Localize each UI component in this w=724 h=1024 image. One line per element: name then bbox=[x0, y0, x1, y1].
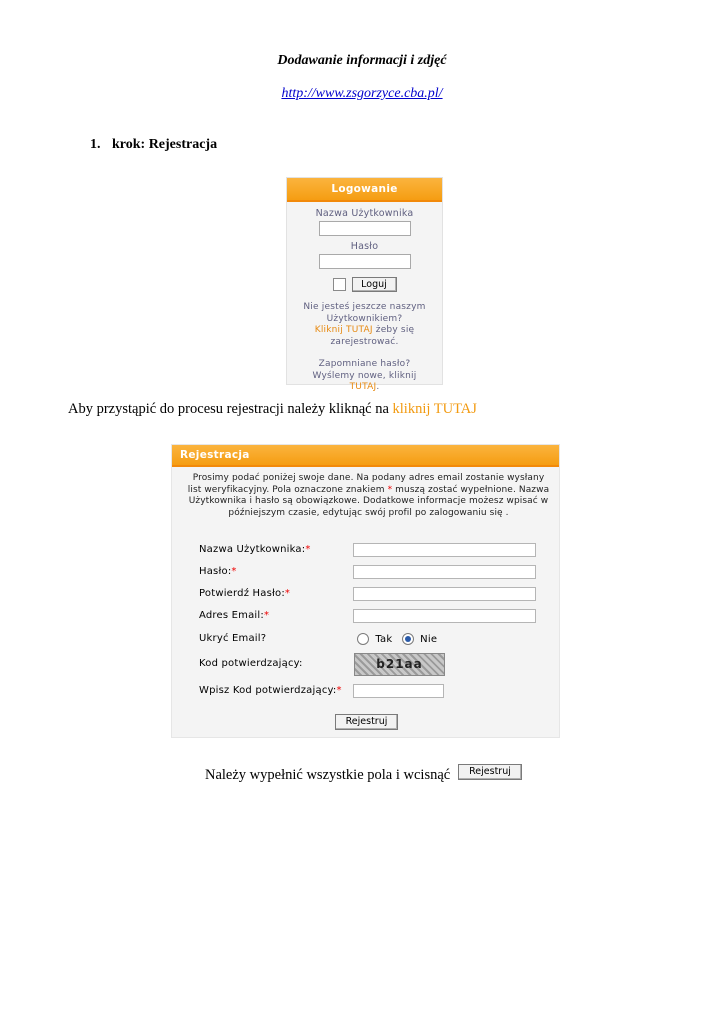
instruction-2-text: Należy wypełnić wszystkie pola i wcisnąć bbox=[205, 767, 451, 783]
username-field-label bbox=[199, 544, 311, 555]
login-button[interactable]: Loguj bbox=[352, 277, 397, 292]
not-user-line1: Nie jesteś jeszcze naszym bbox=[303, 302, 426, 312]
enter-code-field-label bbox=[199, 685, 342, 696]
required-mark: * bbox=[263, 610, 270, 621]
intro-star: * bbox=[387, 484, 393, 495]
required-mark: * bbox=[284, 588, 291, 599]
code-label: Kod potwierdzający: bbox=[199, 658, 303, 669]
email-input[interactable] bbox=[353, 609, 536, 623]
hide-email-options bbox=[357, 633, 437, 645]
password-input[interactable] bbox=[353, 565, 536, 579]
login-username-input[interactable] bbox=[319, 221, 411, 236]
confirm-password-field-label bbox=[199, 588, 290, 599]
instruction-1-text: Aby przystąpić do procesu rejestracji należy kliknąć na bbox=[68, 401, 393, 417]
login-panel bbox=[286, 177, 443, 392]
hide-email-yes-label: Tak bbox=[375, 634, 393, 645]
step-number: 1. bbox=[90, 137, 101, 152]
instruction-1-link[interactable]: kliknij TUTAJ bbox=[392, 401, 477, 417]
password-label: Hasło bbox=[350, 241, 379, 252]
step-label: krok: Rejestracja bbox=[112, 137, 218, 152]
hide-email-label: Ukryć Email? bbox=[199, 633, 267, 644]
login-row bbox=[287, 274, 442, 290]
registration-panel bbox=[171, 444, 560, 738]
site-url-link[interactable]: http://www.zsgorzyce.cba.pl/ bbox=[281, 86, 443, 101]
step-heading bbox=[90, 137, 217, 153]
register-line3: zarejestrować. bbox=[330, 336, 399, 347]
username-label: Nazwa Użytkownika bbox=[315, 208, 414, 219]
password-label-text: Hasło: bbox=[199, 566, 232, 577]
confirm-password-input[interactable] bbox=[353, 587, 536, 601]
register-link[interactable]: Kliknij TUTAJ bbox=[314, 325, 373, 335]
password-field-label bbox=[199, 566, 237, 577]
registration-intro bbox=[172, 467, 559, 519]
username-label-text: Nazwa Użytkownika: bbox=[199, 544, 306, 555]
email-label-text: Adres Email: bbox=[199, 610, 264, 621]
register-submit-button[interactable]: Rejestruj bbox=[335, 714, 398, 730]
intro-part2: muszą zostać wypełnione. Nazwa Użytkownika i hasło są obowiązkowe. Dodatkowe informacje możesz wpisać w późniejszym czasie, edytując swój profil po zalogowaniu się . bbox=[188, 484, 550, 518]
login-password-input[interactable] bbox=[319, 254, 411, 269]
forgot-password-link[interactable]: TUTAJ bbox=[349, 382, 377, 392]
confirm-password-label-text: Potwierdź Hasło: bbox=[199, 588, 285, 599]
enter-code-input[interactable] bbox=[353, 684, 444, 698]
register-prompt bbox=[287, 302, 442, 348]
hide-email-no-radio[interactable] bbox=[402, 633, 414, 645]
forgot-line3 bbox=[287, 382, 442, 394]
not-user-line2: Użytkownikiem? bbox=[326, 313, 403, 324]
register-suffix: żeby się bbox=[372, 325, 415, 335]
instruction-paragraph-2 bbox=[205, 767, 450, 784]
document-title: Dodawanie informacji i zdjęć bbox=[277, 53, 447, 68]
email-field-label bbox=[199, 610, 269, 621]
required-mark: * bbox=[305, 544, 311, 555]
required-mark: * bbox=[336, 685, 342, 696]
forgot-line1: Zapomniane hasło? bbox=[318, 359, 411, 369]
intro-part1: Prosimy podać poniżej swoje dane. Na podany adres email zostanie wysłany list weryfikacyjny. Pola oznaczone znakiem bbox=[187, 473, 545, 495]
instruction-paragraph-1 bbox=[68, 401, 477, 418]
remember-checkbox[interactable] bbox=[333, 278, 346, 291]
required-mark: * bbox=[231, 566, 237, 577]
forgot-password-block bbox=[287, 359, 442, 394]
hide-email-yes-radio[interactable] bbox=[357, 633, 369, 645]
username-input[interactable] bbox=[353, 543, 536, 557]
registration-header: Rejestracja bbox=[172, 445, 559, 467]
forgot-line2: Wyślemy nowe, kliknij bbox=[312, 370, 417, 381]
register-line bbox=[287, 325, 442, 337]
enter-code-label-text: Wpisz Kod potwierdzający: bbox=[199, 685, 337, 696]
hide-email-no-label: Nie bbox=[420, 634, 438, 645]
captcha-image: b21aa bbox=[354, 653, 445, 676]
login-header: Logowanie bbox=[287, 178, 442, 202]
inline-register-button[interactable]: Rejestruj bbox=[458, 764, 522, 780]
forgot-end: . bbox=[376, 382, 380, 392]
